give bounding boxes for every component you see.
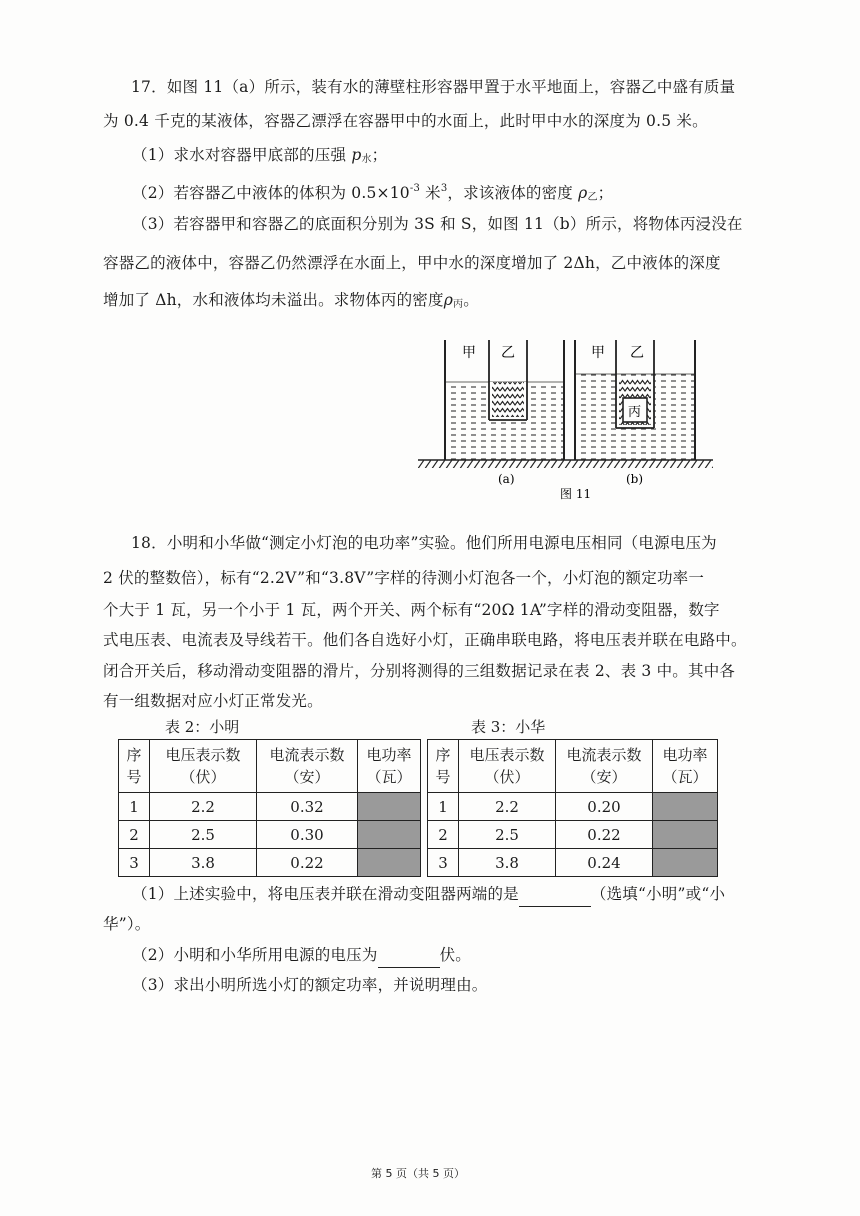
q18-sub1-blank[interactable] xyxy=(519,886,591,907)
container-b xyxy=(575,340,695,460)
q17-sub2-end: ； xyxy=(597,184,614,202)
table-header: 电流表示数 （安） xyxy=(257,740,358,793)
q18-sub2 xyxy=(132,945,471,968)
q17-sub2-unit-exp: 3 xyxy=(440,183,448,194)
q17-sub3-line-2: 容器乙的液体中，容器乙仍然漂浮在水面上，甲中水的深度增加了 2Δh，乙中液体的深度 xyxy=(103,254,721,272)
table-row xyxy=(119,740,421,793)
q17-sub2-text: （2）若容器乙中液体的体积为 0.5×10 xyxy=(132,184,410,202)
table-cell: 2.5 xyxy=(150,821,257,849)
q17-sub3-line-1: （3）若容器甲和容器乙的底面积分别为 3S 和 S，如图 11（b）所示，将物体丙浸没在 xyxy=(132,215,743,233)
table-header: 序 号 xyxy=(119,740,150,793)
label-b: (b) xyxy=(626,472,644,486)
answer-cell xyxy=(653,821,718,849)
table-row xyxy=(428,821,718,849)
table-cell: 0.22 xyxy=(257,849,358,877)
table-3 xyxy=(427,739,718,877)
q18-line-4: 式电压表、电流表及导线若干。他们各自选好小灯，正确串联电路，将电压表并联在电路中。 xyxy=(103,631,747,649)
table-row xyxy=(428,849,718,877)
table-header: 电流表示数 （安） xyxy=(556,740,653,793)
q17-line-2: 为 0.4 千克的某液体，容器乙漂浮在容器甲中的水面上，此时甲中水的深度为 0.5 米。 xyxy=(103,112,708,130)
table-cell: 1 xyxy=(119,793,150,821)
q18-sub1-text: （1）上述实验中，将电压表并联在滑动变阻器两端的是 xyxy=(132,885,519,903)
q17-sub3-line-3-text: 增加了 Δh，水和液体均未溢出。求物体丙的密度 xyxy=(103,291,444,309)
page-footer: 第 5 页（共 5 页） xyxy=(371,1167,465,1180)
answer-cell xyxy=(358,793,421,821)
table-row xyxy=(119,821,421,849)
q17-sub1 xyxy=(132,145,387,170)
q18-sub2-text: （2）小明和小华所用电源的电压为 xyxy=(132,946,378,964)
table-row xyxy=(428,793,718,821)
q18-line-3: 个大于 1 瓦，另一个小于 1 瓦，两个开关、两个标有“20Ω 1A”字样的滑动变阻器，数字 xyxy=(103,601,720,619)
table-cell: 0.20 xyxy=(556,793,653,821)
q17-sub2 xyxy=(132,179,613,208)
table-cell: 2.5 xyxy=(459,821,556,849)
q17-sub3-end: 。 xyxy=(463,291,479,309)
q18-line-2: 2 伏的整数倍），标有“2.2V”和“3.8V”字样的待测小灯泡各一个，小灯泡的额定功率一 xyxy=(103,569,705,587)
answer-cell xyxy=(653,793,718,821)
q17-sub1-end: ； xyxy=(371,146,388,164)
table-header: 电功率 （瓦） xyxy=(653,740,718,793)
q17-sub2-subscript: 乙 xyxy=(587,192,598,203)
figure-11 xyxy=(410,330,720,505)
table-header: 电功率 （瓦） xyxy=(358,740,421,793)
table-header: 电压表示数 （伏） xyxy=(150,740,257,793)
table-cell: 0.32 xyxy=(257,793,358,821)
answer-cell xyxy=(653,849,718,877)
q18-sub3: （3）求出小明所选小灯的额定功率，并说明理由。 xyxy=(132,976,488,994)
q17-sub2-exp: -3 xyxy=(409,183,421,194)
ground-hatch xyxy=(418,460,713,468)
label-a: (a) xyxy=(498,472,515,486)
table-header: 电压表示数 （伏） xyxy=(459,740,556,793)
q17-line-1: 17．如图 11（a）所示，装有水的薄壁柱形容器甲置于水平地面上，容器乙中盛有质量 xyxy=(131,78,736,96)
table-cell: 2 xyxy=(119,821,150,849)
q17-sub2-unit: 米 xyxy=(420,184,441,202)
q17-sub1-subscript: 水 xyxy=(361,154,372,165)
table-2-title: 表 2：小明 xyxy=(165,718,240,736)
table-cell: 2.2 xyxy=(459,793,556,821)
table-cell: 3 xyxy=(428,849,459,877)
q18-line-6: 有一组数据对应小灯正常发光。 xyxy=(103,692,323,710)
q17-sub3-subscript: 丙 xyxy=(453,299,464,310)
label-yi-a: 乙 xyxy=(501,345,515,361)
table-2 xyxy=(118,739,421,877)
answer-cell xyxy=(358,821,421,849)
table-cell: 3.8 xyxy=(150,849,257,877)
q18-sub1-line-2: 华”）。 xyxy=(103,915,151,933)
q17-sub1-text: （1）求水对容器甲底部的压强 xyxy=(132,146,347,164)
q18-sub1 xyxy=(132,884,725,907)
table-row xyxy=(119,793,421,821)
q18-sub1-end: （选填“小明”或“小 xyxy=(590,885,726,903)
q17-sub2-var: ρ xyxy=(578,184,588,202)
table-cell: 0.22 xyxy=(556,821,653,849)
container-a xyxy=(445,340,564,460)
table-cell: 3.8 xyxy=(459,849,556,877)
table-header: 序 号 xyxy=(428,740,459,793)
table-cell: 0.30 xyxy=(257,821,358,849)
answer-cell xyxy=(358,849,421,877)
q18-line-1: 18．小明和小华做“测定小灯泡的电功率”实验。他们所用电源电压相同（电源电压为 xyxy=(131,534,717,552)
table-row xyxy=(428,740,718,793)
label-yi-b: 乙 xyxy=(630,345,644,361)
q18-sub2-end: 伏。 xyxy=(439,946,471,964)
label-bing: 丙 xyxy=(628,405,642,420)
q17-sub2-rest: ，求该液体的密度 xyxy=(447,184,574,202)
q17-sub3-var: ρ xyxy=(443,291,454,309)
table-cell: 0.24 xyxy=(556,849,653,877)
table-cell: 3 xyxy=(119,849,150,877)
table-cell: 2 xyxy=(428,821,459,849)
figure-caption: 图 11 xyxy=(560,487,592,501)
label-jia-b: 甲 xyxy=(591,345,605,361)
table-cell: 1 xyxy=(428,793,459,821)
q17-sub3-line-3 xyxy=(103,290,479,315)
label-jia-a: 甲 xyxy=(462,345,476,361)
table-cell: 2.2 xyxy=(150,793,257,821)
q18-sub2-blank[interactable] xyxy=(378,947,440,968)
q18-line-5: 闭合开关后，移动滑动变阻器的滑片，分别将测得的三组数据记录在表 2、表 3 中。其中各 xyxy=(103,662,736,680)
q17-sub1-var: p xyxy=(351,146,362,164)
table-row xyxy=(119,849,421,877)
table-3-title: 表 3：小华 xyxy=(471,718,546,736)
